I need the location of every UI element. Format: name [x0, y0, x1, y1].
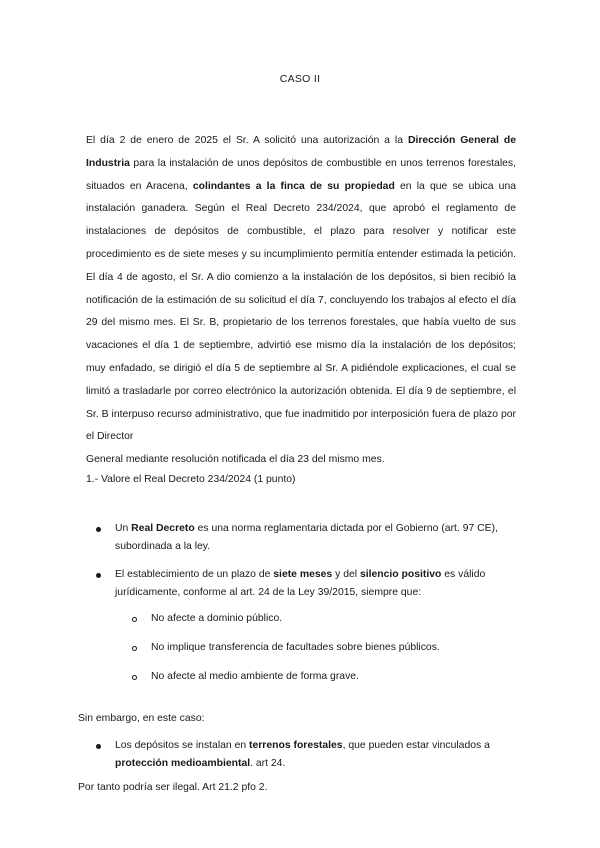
paragraph-text-3: en la que se ubica una instalación ganadera. Según el Real Decreto 234/2024, que aprobó el reglamento de instalaciones de depósitos de combustible, el plazo para resolver y notificar este procedimiento es de siete meses y su incumplimiento permitía entender estimada la petición. El día 4 de agosto, el Sr. A dio comienzo a la instalación de los depósitos, si bien recibió la notificación de la estimación de su solicitud el día 7, concluyendo los trabajos al efecto el día 29 del mismo mes. El Sr. B, propietario de los terrenos forestales, que había vuelto de sus vacaciones el día 1 de septiembre, advirtió ese mismo día la instalación de los depósitos; muy enfadado, se dirigió el día 5 de septiembre al Sr. A pidiéndole explicaciones, el cual se limitó a trasladarle por correo electrónico la autorización obtenida. El día 9 de septiembre, el Sr. B interpuso recurso administrativo, que fue inadmitido por interposición fuera de plazo por el Director	[86, 180, 516, 443]
bullet2-text-3: es válido	[441, 569, 486, 580]
circle-bullet	[132, 675, 137, 680]
bullet3-text-2: , que pueden estar vinculados a	[342, 740, 490, 751]
sin-embargo-text: Sin embargo, en este caso:	[78, 713, 205, 724]
bullet-plazo	[115, 566, 535, 601]
conclusion-text: Por tanto podría ser ilegal. Art 21.2 pfo 2.	[78, 782, 268, 793]
bullet-terrenos-forestales	[115, 737, 535, 772]
subitem-medio-ambiente	[151, 671, 359, 682]
bullet-dot	[96, 573, 101, 578]
paragraph-bold-2: colindantes a la finca de su propiedad	[192, 180, 395, 192]
bullet1-text-2: es una norma reglamentaria dictada por el Gobierno (art. 97 CE),	[194, 523, 498, 534]
bullet2-bold-1: siete meses	[273, 569, 333, 580]
bullet3-text-3: . art 24.	[250, 757, 286, 769]
paragraph-text-1: El día 2 de enero de 2025 el Sr. A solicitó una autorización a la	[86, 135, 408, 146]
bullet-real-decreto	[115, 520, 535, 555]
paragraph-bold-1: Dirección General de Industria	[86, 135, 516, 169]
bullet3-bold-2: protección medioambiental	[115, 757, 251, 769]
question-1: 1.- Valore el Real Decreto 234/2024 (1 punto)	[86, 474, 296, 485]
bullet2-text-2: y del	[332, 569, 360, 580]
bullet1-bold-1: Real Decreto	[131, 523, 195, 534]
bullet2-text-1: El establecimiento de un plazo de	[115, 569, 274, 580]
circle-bullet	[132, 646, 137, 651]
paragraph-text-2: para la instalación de unos depósitos de combustible en unos terrenos forestales, situados en Aracena,	[86, 157, 516, 192]
bullet-dot	[96, 744, 101, 749]
circle-bullet	[132, 617, 137, 622]
bullet2-text-4: jurídicamente, conforme al art. 24 de la Ley 39/2015, siempre que:	[115, 586, 422, 598]
paragraph-text-4: General mediante resolución notificada el día 23 del mismo mes.	[86, 454, 385, 466]
document-title: CASO II	[279, 73, 321, 85]
bullet3-text-1: Los depósitos se instalan en	[115, 740, 250, 751]
subitem-text: No afecte al medio ambiente de forma grave.	[151, 671, 359, 682]
subitem-text: No implique transferencia de facultades sobre bienes públicos.	[151, 642, 440, 653]
case-paragraph	[86, 130, 516, 472]
subitem-dominio-publico	[151, 613, 282, 624]
bullet1-text-3: subordinada a la ley.	[115, 540, 211, 552]
subitem-transferencia	[151, 642, 440, 653]
bullet-dot	[96, 527, 101, 532]
bullet2-bold-2: silencio positivo	[359, 569, 442, 580]
subitem-text: No afecte a dominio público.	[151, 613, 283, 624]
bullet1-text-1: Un	[115, 523, 132, 534]
bullet3-bold-1: terrenos forestales	[249, 740, 343, 751]
